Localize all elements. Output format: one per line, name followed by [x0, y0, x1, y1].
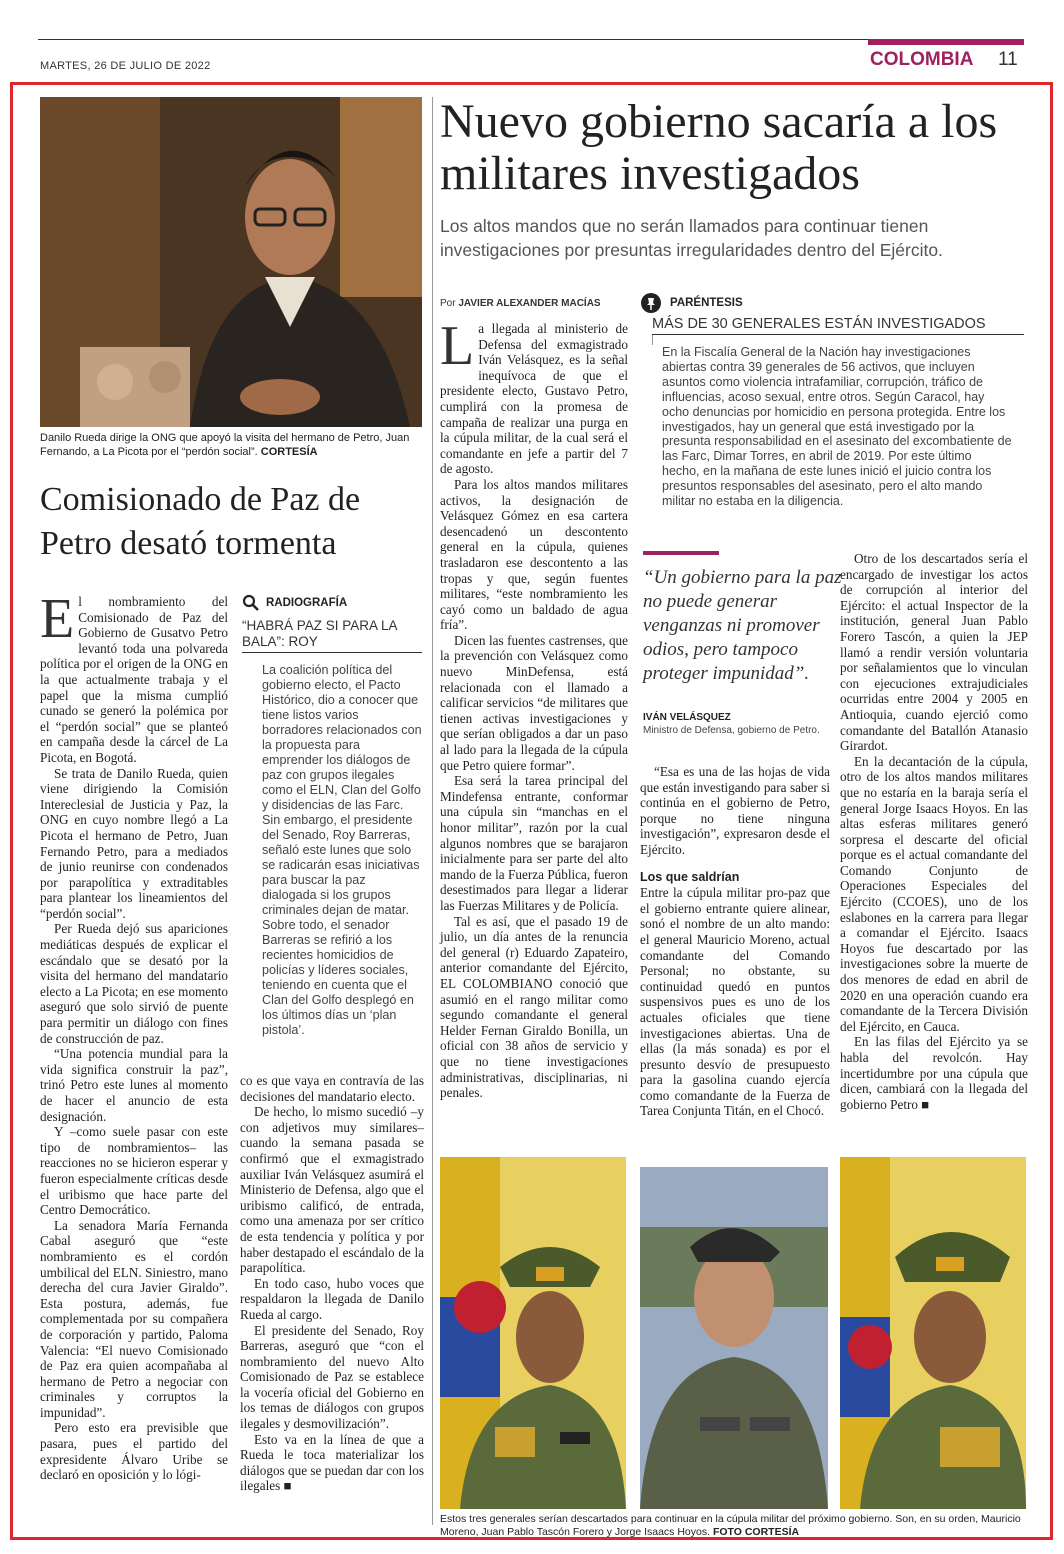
paragraph: Otro de los descartados sería el encargado de investigar los actos de corrupción al interior del Ejército: el actual Inspector de la institución, general Juan Pablo Forero Tascón, a quien la JEP llamó a rendir versión voluntaria por señalamientos que lo vinculan con ejecuciones extrajudiciales ocurridas entre 2004 y 2005 en Antioquia, cuando ejerció como comandante del Batallón Atanasio Girardot. — [840, 551, 1028, 754]
general-forero-photo — [640, 1167, 828, 1509]
paragraph: Entre la cúpula militar pro-paz que el gobierno entrante quiere alinear, sonó el nombre de un alto mando: el general Mauricio Moreno, actual comandante del Comando Personal; no obstante, su continuidad quedó en puntos suspensivos pues es uno de los actuales oficiales que tiene investigaciones abiertas. Una de ellas (la más sonada) es por el presunto desvío de presupuesto para la gasolina cuando ejercía como comandante de la Fuerza de Tarea Conjunta Titán, en el Chocó. — [640, 885, 830, 1119]
generals-caption — [440, 1513, 1030, 1539]
main-headline: Nuevo gobierno sacaría a los militares investigados — [440, 95, 998, 200]
magnifier-icon — [242, 594, 260, 612]
box-text: La coalición política del gobierno electo, el Pacto Histórico, dio a conocer que tiene listos varios borradores relacionados con la propuesta para emprender los diálogos de paz con grupos ilegales como el ELN, Clan del Golfo y disidencias de las Farc. Sin embargo, el presidente del Senado, Roy Barreras, señaló este lunes que solo se radicarán esas iniciativas para buscar la paz dialogada si los grupos criminales dejan de matar. Sobre todo, el senador Barreras se refirió a los recientes homicidios de policías y líderes sociales, teniendo en cuenta que el Clan del Golfo desplegó en los últimos días un ‘plan pistola’. — [262, 663, 422, 1037]
paragraph: Tal es así, que el pasado 19 de julio, un día antes de la renuncia del general (r) Eduardo Zapateiro, anterior comandante del Ejército, EL COLOMBIANO conoció que asumió en el rango militar como segundo comandante el general Helder Fernan Giraldo Bonilla, un oficial con 38 años de servicio y que no tiene investigaciones administrativas, disciplinarias, ni penales. — [440, 913, 628, 1101]
page-date: MARTES, 26 DE JULIO DE 2022 — [40, 60, 211, 72]
paragraph: Se trata de Danilo Rueda, quien viene dirigiendo la Comisión Intereclesial de Justicia y Paz, la ONG en cuyo nombre llegó a La Picota el hermano de Petro, Juan Fernando Petro, para a mediados de junio reunirse con condenados por parapolítica y extraditables para plantear los lineamientos del “perdón social”. — [40, 765, 228, 921]
general-isaacs-photo — [840, 1157, 1026, 1509]
paragraph: En la decantación de la cúpula, otro de los altos mandos militares que no estaría en la baraja sería el general Jorge Isaacs Hoyos. En las altas esferas militares generó sorpresa el descarte del oficial porque es el actual comandante del Comando Conjunto de Operaciones Especiales del Ejército (CCOES), uno de los eslabones en la carrera para llegar a comandar el Ejército. Isaacs Hoyos fue descartado por las investigaciones sobre la muerte de dos menores de edad en abril de 2020 en una operación cuando era comandante de la Tercera División del Ejército, en Cauca. — [840, 753, 1028, 1034]
column-divider — [432, 97, 433, 1525]
left-column-2 — [240, 1073, 424, 1494]
box-text: En la Fiscalía General de la Nación hay investigaciones abiertas contra 39 generales de 56 activos, que incluyen asuntos como violencia intrafamiliar, corrupción, tráfico de influencias, acoso sexual, entre otros. Según Caracol, hay ocho denuncias por homicidio en persona protegida. Entre los investigados, hay un general que está investigado por la presunta responsabilidad en el asesinato del excombatiente de las Farc, Dimar Torres, en abril de 2019. Por este último hecho, en la mañana de este lunes inició el juicio contra los presuntos responsables del asesinato, pero el alto mando militar no estaba en la diligencia. — [662, 345, 1012, 509]
paragraph: “Una potencia mundial para la vida significa construir la paz”, trinó Petro este lunes al momento de hacer el anuncio de esta designación. — [40, 1046, 228, 1124]
quote-bar — [643, 551, 719, 555]
deck: Los altos mandos que no serán llamados para continuar tienen investigaciones por presuntas irregularidades dentro del Ejército. — [440, 216, 943, 260]
pin-icon — [640, 292, 662, 314]
paragraph: La senadora María Fernanda Cabal aseguró que “este nombramiento es el cordón umbilical del ELN. Siniestro, mano derecha del cura Javier Giraldo”. Esta postura, además, fue complementada por su compañera de corporación y partido, Paloma Valencia: “El nuevo Comisionado de Paz era quien acompañaba al hermano de Petro a negociar con criminales y corruptos la impunidad”. — [40, 1217, 228, 1420]
paragraph: Per Rueda dejó sus apariciones mediáticas después de explicar el escándalo que se desató por la visita del hermano del mandatario electo a La Picota; en ese momento aseguró que solo sirvió de puente para permitir un diálogo con fines de construcción de paz. — [40, 921, 228, 1046]
paragraph: l nombramiento del Comisionado de Paz del Gobierno de Gusatvo Petro levantó toda una polvareda política por el origen de la ONG en la que actualmente trabaja y el papel que la misma cumplió cunado se generó la polémica por el “perdón social” que se planteó en campaña desde la cárcel de La Picota, en Bogotá. — [40, 594, 228, 765]
paragraph: “Esa es una de las hojas de vida que están investigando para saber si continúa en el gobierno de Petro, porque no tiene ninguna investigación”, expresaron desde el Ejército. — [640, 764, 830, 857]
byline — [440, 298, 601, 309]
paragraph: Dicen las fuentes castrenses, que la prevención con Velásquez como nuevo MinDefensa, está relacionada con el llamado a calificar servicios “de militares que tienen activas investigaciones y que serían obligados a dar un paso al lado para la llegada de la cúpula que Petro quiere formar”. — [440, 632, 628, 773]
right-column-3 — [840, 551, 1028, 1112]
right-column-2 — [640, 764, 830, 1119]
paragraph: Esto va en la línea de que a Rueda le toca materializar los diálogos que se puedan dar con los ilegales ■ — [240, 1431, 424, 1494]
photo-credit: CORTESÍA — [260, 446, 318, 458]
box-title: “HABRÁ PAZ SI PARA LA BALA”: ROY — [242, 618, 422, 653]
paragraph: En todo caso, hubo voces que respaldaron la llegada de Danilo Rueda al cargo. — [240, 1275, 424, 1322]
paragraph: Para los altos mandos militares activos, la designación de Velásquez Gómez en esa cartera desencadenó un descontento general en la cúpula, quienes trasladaron ese descontento a las tropas y que, según fuentes militares, “este nombramiento les cayó como un baldado de agua fría”. — [440, 476, 628, 633]
byline-name: JAVIER ALEXANDER MACÍAS — [458, 298, 601, 309]
section-tab — [868, 39, 1024, 45]
paragraph: En las filas del Ejército ya se habla del revolcón. Hay incertidumbre por una cúpula que dicen, cambiará con la llegada del gobierno Petro ■ — [840, 1034, 1028, 1112]
quote-role: Ministro de Defensa, gobierno de Petro. — [643, 725, 820, 736]
drop-cap: E — [40, 588, 75, 650]
subhead: Los que saldrían — [640, 869, 740, 884]
paragraph: co es que vaya en contravía de las decisiones del mandatario electo. — [240, 1073, 424, 1104]
paragraph: De hecho, lo mismo sucedió –y con adjetivos muy similares– cuando la semana pasada se confirmó que el exmagistrado auxiliar Iván Velásquez asumirá el Ministerio de Defensa, algo que el uribismo calificó, de entrada, como una amenaza por ser crítico de esta tendencia y política y por haber destapado el escándalo de la parapolítica. — [240, 1104, 424, 1276]
paragraph: Pero esto era previsible que pasara, pues el partido del expresidente Álvaro Uribe se declaró en oposición y lo lógi- — [40, 1420, 228, 1483]
paragraph: a llegada al ministerio de Defensa del exmagistrado Iván Velásquez, es la señal inequívoca de que el presidente electo, Gustavo Petro, cumplirá con la promesa de campaña de realizar una purga en la cúpula militar, de la cual será el comandante en jefe a partir del 7 de agosto. — [440, 321, 628, 477]
paragraph: El presidente del Senado, Roy Barreras, aseguró que “con el nombramiento del nuevo Alto Comisionado de Paz se establece la vocería oficial del Gobierno en los temas de diálogos con grupos ilegales y desmovilización”. — [240, 1322, 424, 1432]
right-column-1 — [440, 315, 628, 1101]
photo-caption — [40, 431, 422, 459]
quote-author: IVÁN VELÁSQUEZ — [643, 712, 731, 723]
box-label: PARÉNTESIS — [670, 297, 743, 309]
drop-cap: L — [440, 315, 475, 377]
paragraph: Y –como suele pasar con este tipo de nombramientos– las reacciones no se hicieron esperar y fueron especialmente críticas desde el uribismo que hace parte del Centro Democrático. — [40, 1124, 228, 1218]
generals-caption-text: Estos tres generales serían descartados para continuar en la cúpula militar del próximo gobierno. Son, en su orden, Mauricio Moreno, Juan Pablo Tascón Forero y Jorge Isaacs Hoyos. — [440, 1513, 1021, 1538]
byline-prefix: Por — [440, 298, 456, 309]
radiografia-box — [242, 594, 422, 1038]
box-title: MÁS DE 30 GENERALES ESTÁN INVESTIGADOS — [652, 316, 1024, 335]
danilo-rueda-photo — [40, 97, 422, 427]
left-headline: Comisionado de Paz de Petro desató tormenta — [40, 481, 361, 562]
section-name: COLOMBIA — [870, 49, 974, 70]
left-column-1 — [40, 588, 228, 1483]
paragraph: Esa será la tarea principal del Mindefensa entrante, conformar una cúpula sin “manchas en el honor militar”, razón por la cual algunos nombres que se barajaron inicialmente para ser parte del alto mando de la Fuerza Pública, fueron desestimados para llegar a liderar las Fuerzas Militares y de Policía. — [440, 773, 628, 913]
pull-quote: “Un gobierno para la paz no puede generar venganzas ni promover odios, pero tampoco proteger impunidad”. — [643, 567, 842, 684]
box-rule — [652, 335, 1024, 345]
generals-photo-credit: FOTO CORTESÍA — [712, 1526, 800, 1538]
page-number: 11 — [998, 49, 1018, 70]
box-label: RADIOGRAFÍA — [266, 597, 348, 609]
parentesis-box — [640, 292, 1024, 509]
general-moreno-photo — [440, 1157, 626, 1509]
photo-caption-text: Danilo Rueda dirige la ONG que apoyó la visita del hermano de Petro, Juan Fernando, a La Picota por el “perdón social”. — [40, 432, 410, 458]
